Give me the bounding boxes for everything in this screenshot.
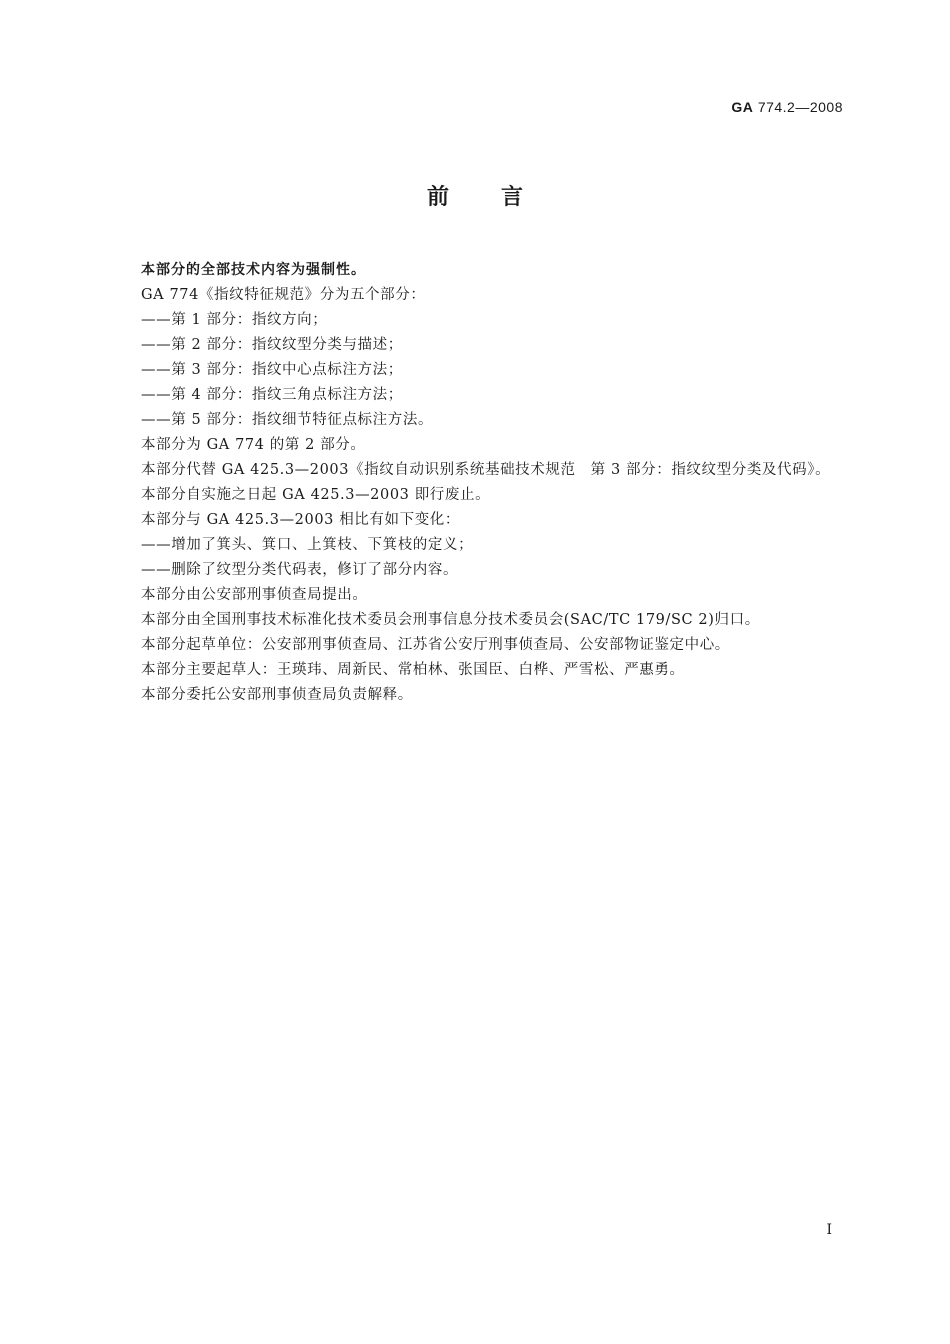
page-number: I xyxy=(826,1222,832,1238)
document-body xyxy=(108,258,843,708)
list-item: ——增加了箕头、箕口、上箕枝、下箕枝的定义； xyxy=(141,537,474,553)
paragraph: 本部分为 GA 774 的第 2 部分。 xyxy=(141,437,366,453)
list-item: ——删除了纹型分类代码表，修订了部分内容。 xyxy=(141,562,459,578)
list-item: ——第 4 部分：指纹三角点标注方法； xyxy=(141,387,403,403)
paragraph: 本部分主要起草人：王瑛玮、周新民、常柏林、张国臣、白桦、严雪松、严惠勇。 xyxy=(141,662,685,678)
paragraph: 本部分由全国刑事技术标准化技术委员会刑事信息分技术委员会(SAC/TC 179/SC 2)归口。 xyxy=(141,612,760,628)
page-title: 前言 xyxy=(426,185,575,210)
standard-number-header xyxy=(731,99,843,115)
standard-prefix: GA xyxy=(731,99,754,115)
list-item: ——第 2 部分：指纹纹型分类与描述； xyxy=(141,337,403,353)
paragraph: 本部分起草单位：公安部刑事侦查局、江苏省公安厅刑事侦查局、公安部物证鉴定中心。 xyxy=(141,637,730,653)
paragraph: 本部分自实施之日起 GA 425.3—2003 即行废止。 xyxy=(141,487,491,503)
paragraph-mandatory-notice: 本部分的全部技术内容为强制性。 xyxy=(141,262,366,278)
list-item: ——第 1 部分：指纹方向； xyxy=(141,312,328,328)
paragraph: GA 774《指纹特征规范》分为五个部分： xyxy=(141,287,426,303)
paragraph: 本部分与 GA 425.3—2003 相比有如下变化： xyxy=(141,512,460,528)
paragraph: 本部分代替 GA 425.3—2003《指纹自动识别系统基础技术规范 第 3 部分：指纹纹型分类及代码》。 xyxy=(141,462,831,478)
list-item: ——第 3 部分：指纹中心点标注方法； xyxy=(141,362,403,378)
list-item: ——第 5 部分：指纹细节特征点标注方法。 xyxy=(141,412,434,428)
paragraph: 本部分委托公安部刑事侦查局负责解释。 xyxy=(141,687,413,703)
paragraph: 本部分由公安部刑事侦查局提出。 xyxy=(141,587,368,603)
standard-number: 774.2—2008 xyxy=(757,99,843,115)
